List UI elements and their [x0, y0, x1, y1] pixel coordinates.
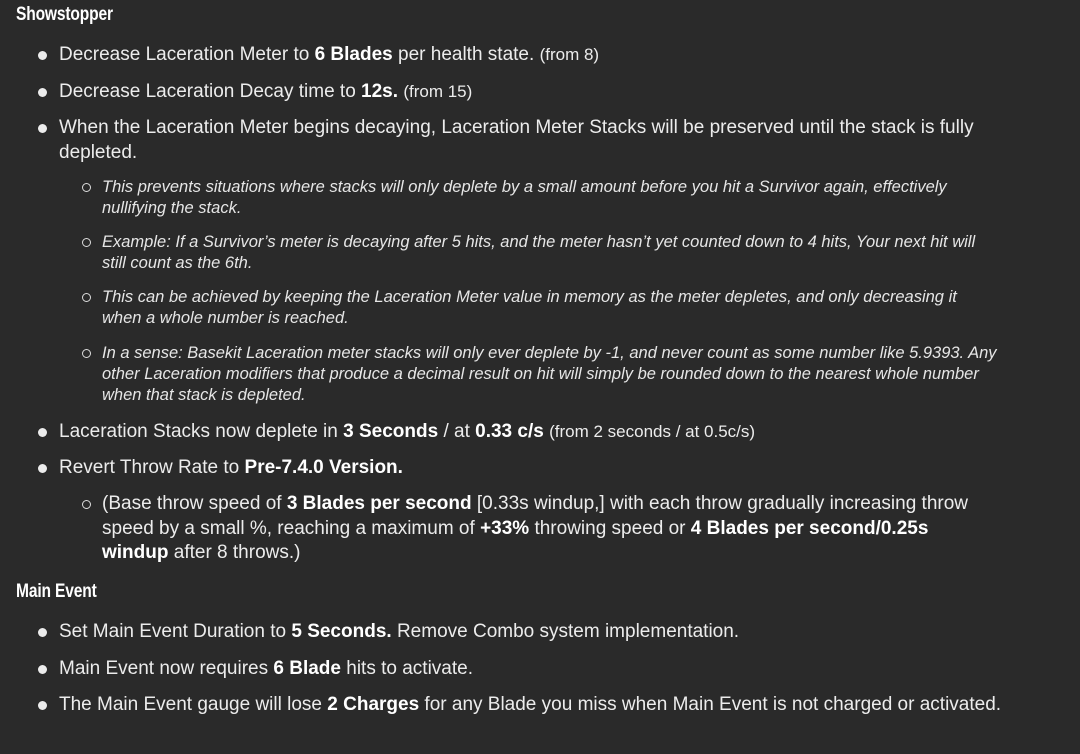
hollow-bullet-icon [82, 349, 91, 358]
bullet-icon [38, 464, 47, 473]
bullet-icon [38, 628, 47, 637]
bullet-icon [38, 124, 47, 133]
item-text: Decrease Laceration Decay time to 12s. (from 15) [59, 81, 473, 102]
sub-item-text: Example: If a Survivor’s meter is decaying after 5 hits, and the meter hasn’t yet counted down to 4 hits, Your next hit will still count as the 6th. [102, 233, 976, 272]
hollow-bullet-icon [82, 238, 91, 247]
section-heading-showstopper: Showstopper [16, 4, 113, 25]
bullet-icon [38, 665, 47, 674]
item-text: The Main Event gauge will lose 2 Charges for any Blade you miss when Main Event is not charged or activated. [59, 694, 1002, 715]
hollow-bullet-icon [82, 500, 91, 509]
bullet-icon [38, 88, 47, 97]
item-text: Laceration Stacks now deplete in 3 Seconds / at 0.33 c/s (from 2 seconds / at 0.5c/s) [59, 421, 756, 442]
section-heading-main-event: Main Event [16, 581, 97, 602]
sub-item-text: In a sense: Basekit Laceration meter stacks will only ever deplete by -1, and never count as some number like 5.9393. Any other Laceration modifiers that produce a decimal result on hit will simply be rounded down to the nearest whole number when that stack is depleted. [102, 344, 997, 404]
bullet-icon [38, 51, 47, 60]
item-text: Decrease Laceration Meter to 6 Blades per health state. (from 8) [59, 44, 600, 65]
bullet-icon [38, 428, 47, 437]
sub-item-text: This prevents situations where stacks will only deplete by a small amount before you hit a Survivor again, effectively nullifying the stack. [102, 178, 947, 217]
sub-item-text: This can be achieved by keeping the Laceration Meter value in memory as the meter depletes, and only decreasing it when a whole number is reached. [102, 288, 957, 327]
sub-item-text: (Base throw speed of 3 Blades per second [0.33s windup,] with each throw gradually increasing throw speed by a small %, reaching a maximum of +33% throwing speed or 4 Blades per second/0.25s windup after 8 throws.) [102, 493, 968, 563]
hollow-bullet-icon [82, 293, 91, 302]
item-text: Main Event now requires 6 Blade hits to activate. [59, 658, 473, 679]
item-text: When the Laceration Meter begins decaying, Laceration Meter Stacks will be preserved until the stack is fully depleted. [59, 117, 974, 163]
hollow-bullet-icon [82, 183, 91, 192]
item-text: Revert Throw Rate to Pre-7.4.0 Version. [59, 457, 403, 478]
bullet-icon [38, 701, 47, 710]
item-text: Set Main Event Duration to 5 Seconds. Remove Combo system implementation. [59, 621, 740, 642]
